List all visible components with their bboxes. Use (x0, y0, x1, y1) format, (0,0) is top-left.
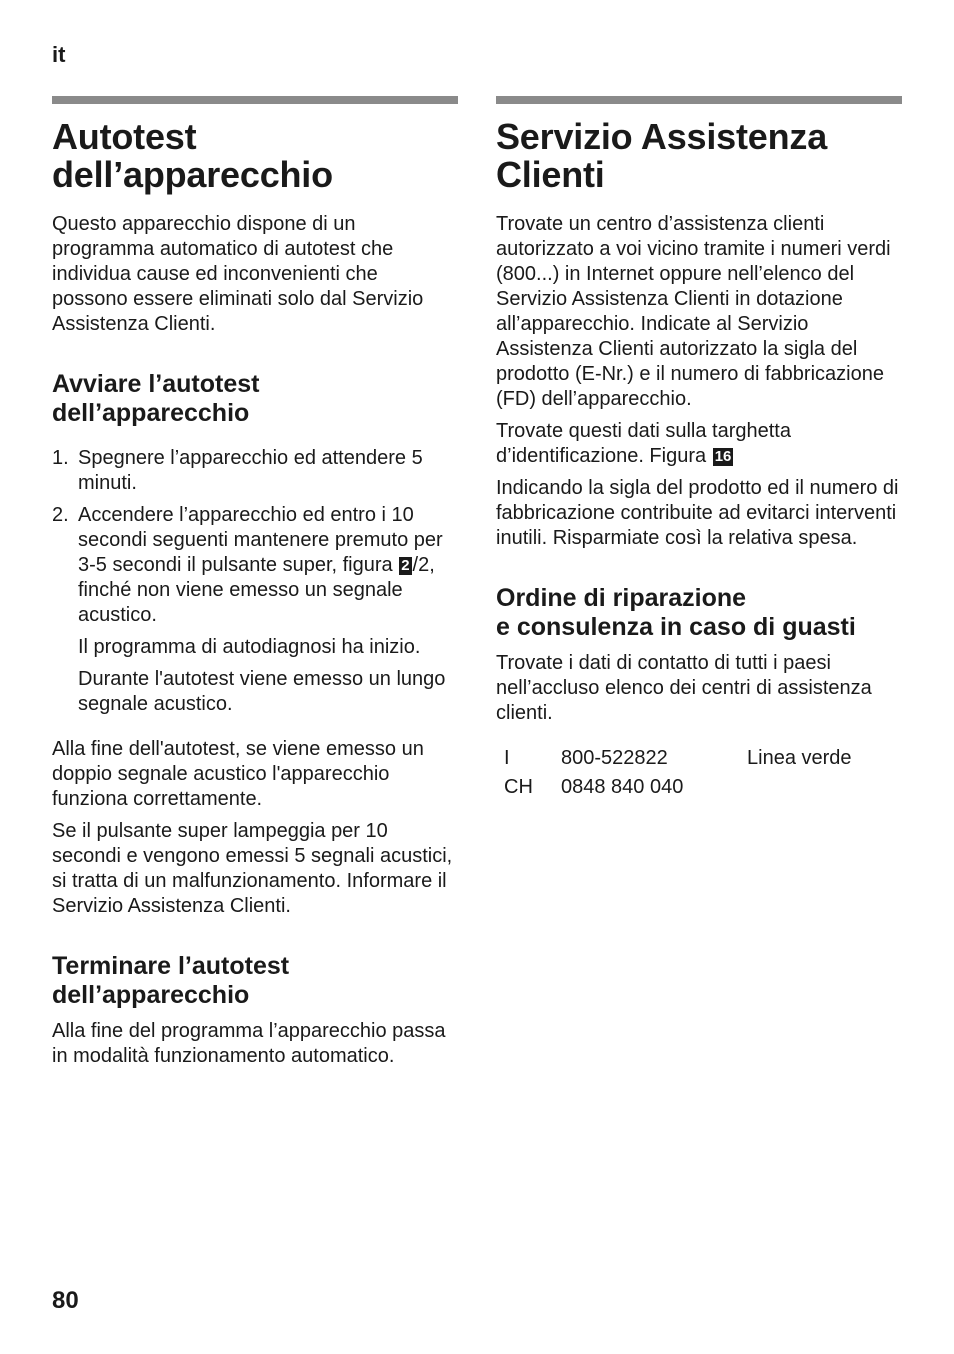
service-title (496, 118, 902, 194)
end-autotest-paragraph: Alla fine del programma l’apparecchio passa in modalità funzionamento automatico. (52, 1020, 446, 1067)
number-note (747, 773, 852, 802)
right-column (496, 96, 902, 802)
step-text: Spegnere l’apparecchio ed attendere 5 minuti. (78, 447, 423, 494)
start-autotest-heading (52, 370, 458, 428)
heading-line: dell’apparecchio (52, 981, 250, 1009)
title-line: Servizio Assistenza (496, 116, 828, 157)
phone-number: 800-522822 (561, 747, 668, 769)
heading-line: Terminare l’autotest (52, 952, 290, 980)
repair-order-paragraph: Trovate i dati di contatto di tutti i paesi nell’accluso elenco dei centri di assistenza clienti. (496, 652, 872, 724)
left-column (52, 96, 458, 1076)
title-line: dell’apparecchio (52, 154, 333, 195)
autotest-steps (52, 446, 458, 628)
savings-paragraph: Indicando la sigla del prodotto ed il numero di fabbricazione contribuite ad evitarci interventi inutili. Risparmiate così la relativa spesa. (496, 477, 899, 549)
number-note: Linea verde (747, 747, 852, 769)
heading-line: Ordine di riparazione (496, 584, 747, 612)
section-rule (52, 96, 458, 104)
nameplate-text: Trovate questi dati sulla targhetta d’identificazione. Figura (496, 420, 791, 467)
section-rule (496, 96, 902, 104)
result-ok-paragraph: Alla fine dell'autotest, se viene emesso un doppio segnale acustico l'apparecchio funziona correttamente. (52, 738, 424, 810)
heading-line: Avviare l’autotest (52, 370, 260, 398)
step-item (52, 446, 458, 496)
autotest-title (52, 118, 458, 194)
table-row (504, 773, 852, 802)
figure-ref-badge: 16 (714, 448, 732, 465)
language-code: it (52, 42, 66, 67)
end-autotest-heading (52, 952, 458, 1010)
step-item (52, 503, 458, 628)
heading-line: dell’apparecchio (52, 399, 250, 427)
heading-line: e consulenza in caso di guasti (496, 613, 856, 641)
title-line: Autotest (52, 116, 197, 157)
step-text: Accendere l’apparecchio ed entro i 10 secondi seguenti mantenere premuto per 3-5 secondi il pulsante super, figura (78, 504, 443, 576)
service-paragraph: Trovate un centro d’assistenza clienti autorizzato a voi vicino tramite i numeri verdi (800...) in Internet oppure nell’elenco del Servizio Assistenza Clienti in dotazione all’apparecchio. Indicate al Servizio Assistenza Clienti autorizzato la sigla del prodotto (E-Nr.) e il numero di fabbricazione (FD) dell’apparecchio. (496, 213, 891, 410)
step-number: 1. (52, 447, 69, 469)
nameplate-paragraph (496, 419, 902, 469)
autotest-intro: Questo apparecchio dispone di un programma automatico di autotest che individua cause ed inconvenienti che possono essere eliminati solo dal Servizio Assistenza Clienti. (52, 213, 424, 335)
title-line: Clienti (496, 154, 605, 195)
step-number: 2. (52, 504, 69, 526)
figure-ref-badge: 2 (401, 557, 410, 574)
country-code: CH (504, 776, 533, 798)
phone-number: 0848 840 040 (561, 776, 684, 798)
step-note: Durante l'autotest viene emesso un lungo segnale acustico. (78, 668, 446, 715)
step-note: Il programma di autodiagnosi ha inizio. (78, 636, 421, 658)
contacts-table (504, 744, 852, 802)
country-code: I (504, 747, 510, 769)
table-row (504, 744, 852, 773)
result-fault-paragraph: Se il pulsante super lampeggia per 10 secondi e vengono emessi 5 segnali acustici, si tratta di un malfunzionamento. Informare il Servizio Assistenza Clienti. (52, 820, 453, 917)
repair-order-heading (496, 584, 902, 642)
step-text-cont: /2, finché non viene emesso un segnale acustico. (78, 554, 435, 626)
page-number: 80 (52, 1287, 79, 1314)
